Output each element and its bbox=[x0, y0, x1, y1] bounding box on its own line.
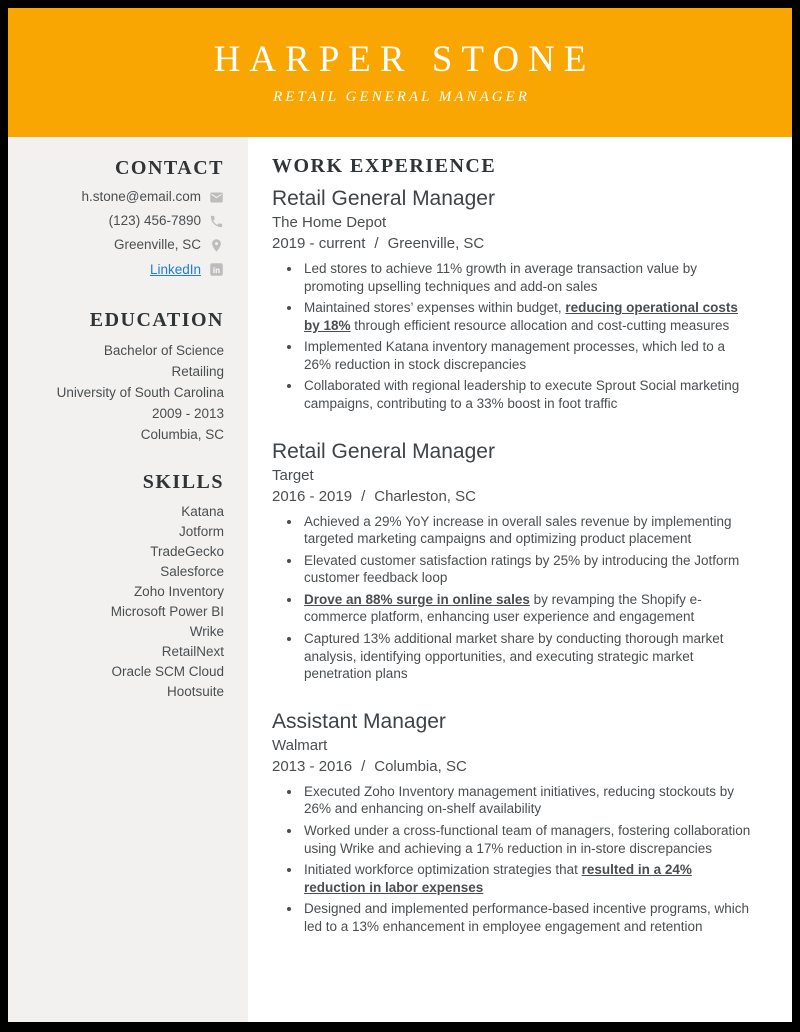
job-location: Columbia, SC bbox=[374, 757, 467, 775]
skill-item: Katana bbox=[181, 503, 224, 519]
job-company: Target bbox=[272, 466, 314, 484]
skills-section bbox=[18, 471, 224, 702]
job-bullet bbox=[302, 861, 752, 896]
job-bullet bbox=[302, 783, 752, 818]
job-location: Greenville, SC bbox=[387, 235, 485, 253]
bullet-text: by revamping the Shopify e-commerce platform, enhancing user experience and engagement bbox=[304, 591, 702, 625]
bullet-text: Achieved a 29% YoY increase in overall sales revenue by implementing targeted marketing campaigns and optimizing product placement bbox=[304, 513, 732, 547]
linkedin-icon bbox=[209, 262, 224, 277]
skills-list bbox=[18, 502, 224, 702]
date-location-separator: / bbox=[361, 757, 366, 775]
job-bullet bbox=[302, 260, 752, 295]
job-bullet bbox=[302, 377, 752, 412]
skill-item: Zoho Inventory bbox=[133, 583, 224, 599]
job-company: The Home Depot bbox=[272, 214, 387, 232]
job-title: Retail General Manager bbox=[272, 187, 495, 210]
job-bullet bbox=[302, 299, 752, 334]
skill-item: Microsoft Power BI bbox=[110, 603, 224, 619]
bullet-text: Initiated workforce optimization strategies that bbox=[304, 862, 582, 878]
education-line: University of South Carolina bbox=[56, 384, 224, 400]
svg-text:in: in bbox=[212, 266, 221, 276]
sidebar bbox=[8, 137, 248, 1022]
date-location-separator: / bbox=[374, 235, 379, 253]
job-entry bbox=[272, 709, 752, 936]
contact-item bbox=[18, 261, 224, 279]
person-job-title: RETAIL GENERAL MANAGER bbox=[273, 88, 530, 105]
contact-value: h.stone@email.com bbox=[81, 189, 201, 204]
resume-header bbox=[8, 8, 792, 137]
skill-item: RetailNext bbox=[161, 643, 224, 659]
job-title: Assistant Manager bbox=[272, 709, 446, 733]
skill-item: Hootsuite bbox=[166, 683, 224, 699]
contact-value: Greenville, SC bbox=[113, 237, 201, 253]
job-dates-location bbox=[272, 488, 752, 506]
jobs-list bbox=[272, 186, 752, 935]
bullet-text: Worked under a cross-functional team of managers, fostering collaboration using Wrike and achieving a 17% reduction in in-store discrepancies bbox=[304, 822, 751, 856]
bullet-text: Led stores to achieve 11% growth in average transaction value by promoting upselling techniques and add-on sales bbox=[304, 261, 697, 294]
contact-item bbox=[18, 212, 224, 230]
job-bullet bbox=[302, 591, 752, 626]
contact-heading: CONTACT bbox=[114, 157, 224, 179]
person-name: HARPER STONE bbox=[213, 38, 596, 80]
job-entry bbox=[272, 186, 752, 413]
location-pin-icon bbox=[209, 238, 224, 253]
job-dates: 2016 - 2019 bbox=[272, 487, 353, 505]
job-dates-location bbox=[272, 235, 752, 253]
job-entry bbox=[272, 439, 752, 683]
work-experience-section bbox=[248, 137, 792, 1022]
bullet-text: Maintained stores’ expenses within budget, bbox=[304, 300, 566, 316]
bullet-text: Captured 13% additional market share by conducting thorough market analysis, identifying opportunities, and executing strategic market penetration plans bbox=[304, 631, 724, 682]
job-dates-location bbox=[272, 758, 752, 776]
skill-item: TradeGecko bbox=[150, 543, 224, 559]
education-section bbox=[18, 309, 224, 445]
education-line: 2009 - 2013 bbox=[151, 405, 224, 421]
contact-list bbox=[18, 188, 224, 279]
bullet-text: through efficient resource allocation and cost-cutting measures bbox=[350, 317, 730, 333]
job-location: Charleston, SC bbox=[374, 487, 476, 505]
job-bullet bbox=[302, 900, 752, 935]
skill-item: Jotform bbox=[178, 523, 224, 539]
contact-section bbox=[18, 157, 224, 279]
bullet-text: Designed and implemented performance-based incentive programs, which led to a 13% enhancement in employee engagement and retention bbox=[304, 901, 749, 934]
job-dates: 2019 - current bbox=[272, 235, 366, 253]
date-location-separator: / bbox=[361, 487, 366, 505]
bullet-text-emphasis: Drove an 88% surge in online sales bbox=[304, 591, 530, 607]
contact-item bbox=[18, 188, 224, 206]
job-bullet bbox=[302, 822, 752, 857]
skill-item: Oracle SCM Cloud bbox=[111, 663, 224, 679]
job-dates: 2013 - 2016 bbox=[272, 757, 353, 775]
education-heading: EDUCATION bbox=[89, 308, 224, 331]
bullet-text: Executed Zoho Inventory management initiatives, reducing stockouts by 26% and enhancing on-shelf availability bbox=[304, 783, 734, 817]
skill-item: Wrike bbox=[189, 623, 224, 639]
education-list bbox=[18, 340, 224, 445]
contact-value: (123) 456-7890 bbox=[108, 213, 201, 229]
envelope-icon bbox=[209, 190, 224, 205]
resume-body bbox=[8, 137, 792, 1022]
work-experience-heading: WORK EXPERIENCE bbox=[272, 155, 497, 177]
bullet-text: Elevated customer satisfaction ratings by 25% by introducing the Jotform customer feedback loop bbox=[304, 552, 740, 586]
education-line: Columbia, SC bbox=[140, 426, 224, 442]
bullet-text: Implemented Katana inventory management processes, which led to a 26% reduction in stock discrepancies bbox=[304, 339, 725, 372]
linkedin-link[interactable]: LinkedIn bbox=[149, 261, 201, 277]
skill-item: Salesforce bbox=[160, 563, 224, 579]
job-bullet bbox=[302, 513, 752, 548]
education-line: Bachelor of Science bbox=[103, 342, 224, 358]
job-bullet bbox=[302, 552, 752, 587]
job-title: Retail General Manager bbox=[272, 439, 495, 463]
job-bullet-list bbox=[272, 513, 752, 683]
education-line: Retailing bbox=[171, 363, 224, 379]
job-bullet bbox=[302, 630, 752, 683]
contact-item bbox=[18, 236, 224, 254]
skills-heading: SKILLS bbox=[142, 470, 224, 493]
bullet-text: Collaborated with regional leadership to execute Sprout Social marketing campaigns, contributing to a 33% boost in foot traffic bbox=[304, 378, 740, 412]
bullet-text-emphasis: reducing operational costs by 18% bbox=[304, 300, 738, 333]
job-bullet bbox=[302, 338, 752, 373]
phone-icon bbox=[209, 214, 224, 229]
bullet-text-emphasis: resulted in a 24% reduction in labor expenses bbox=[304, 862, 692, 895]
job-bullet-list bbox=[272, 783, 752, 935]
job-company: Walmart bbox=[272, 736, 328, 754]
job-bullet-list bbox=[272, 260, 752, 412]
